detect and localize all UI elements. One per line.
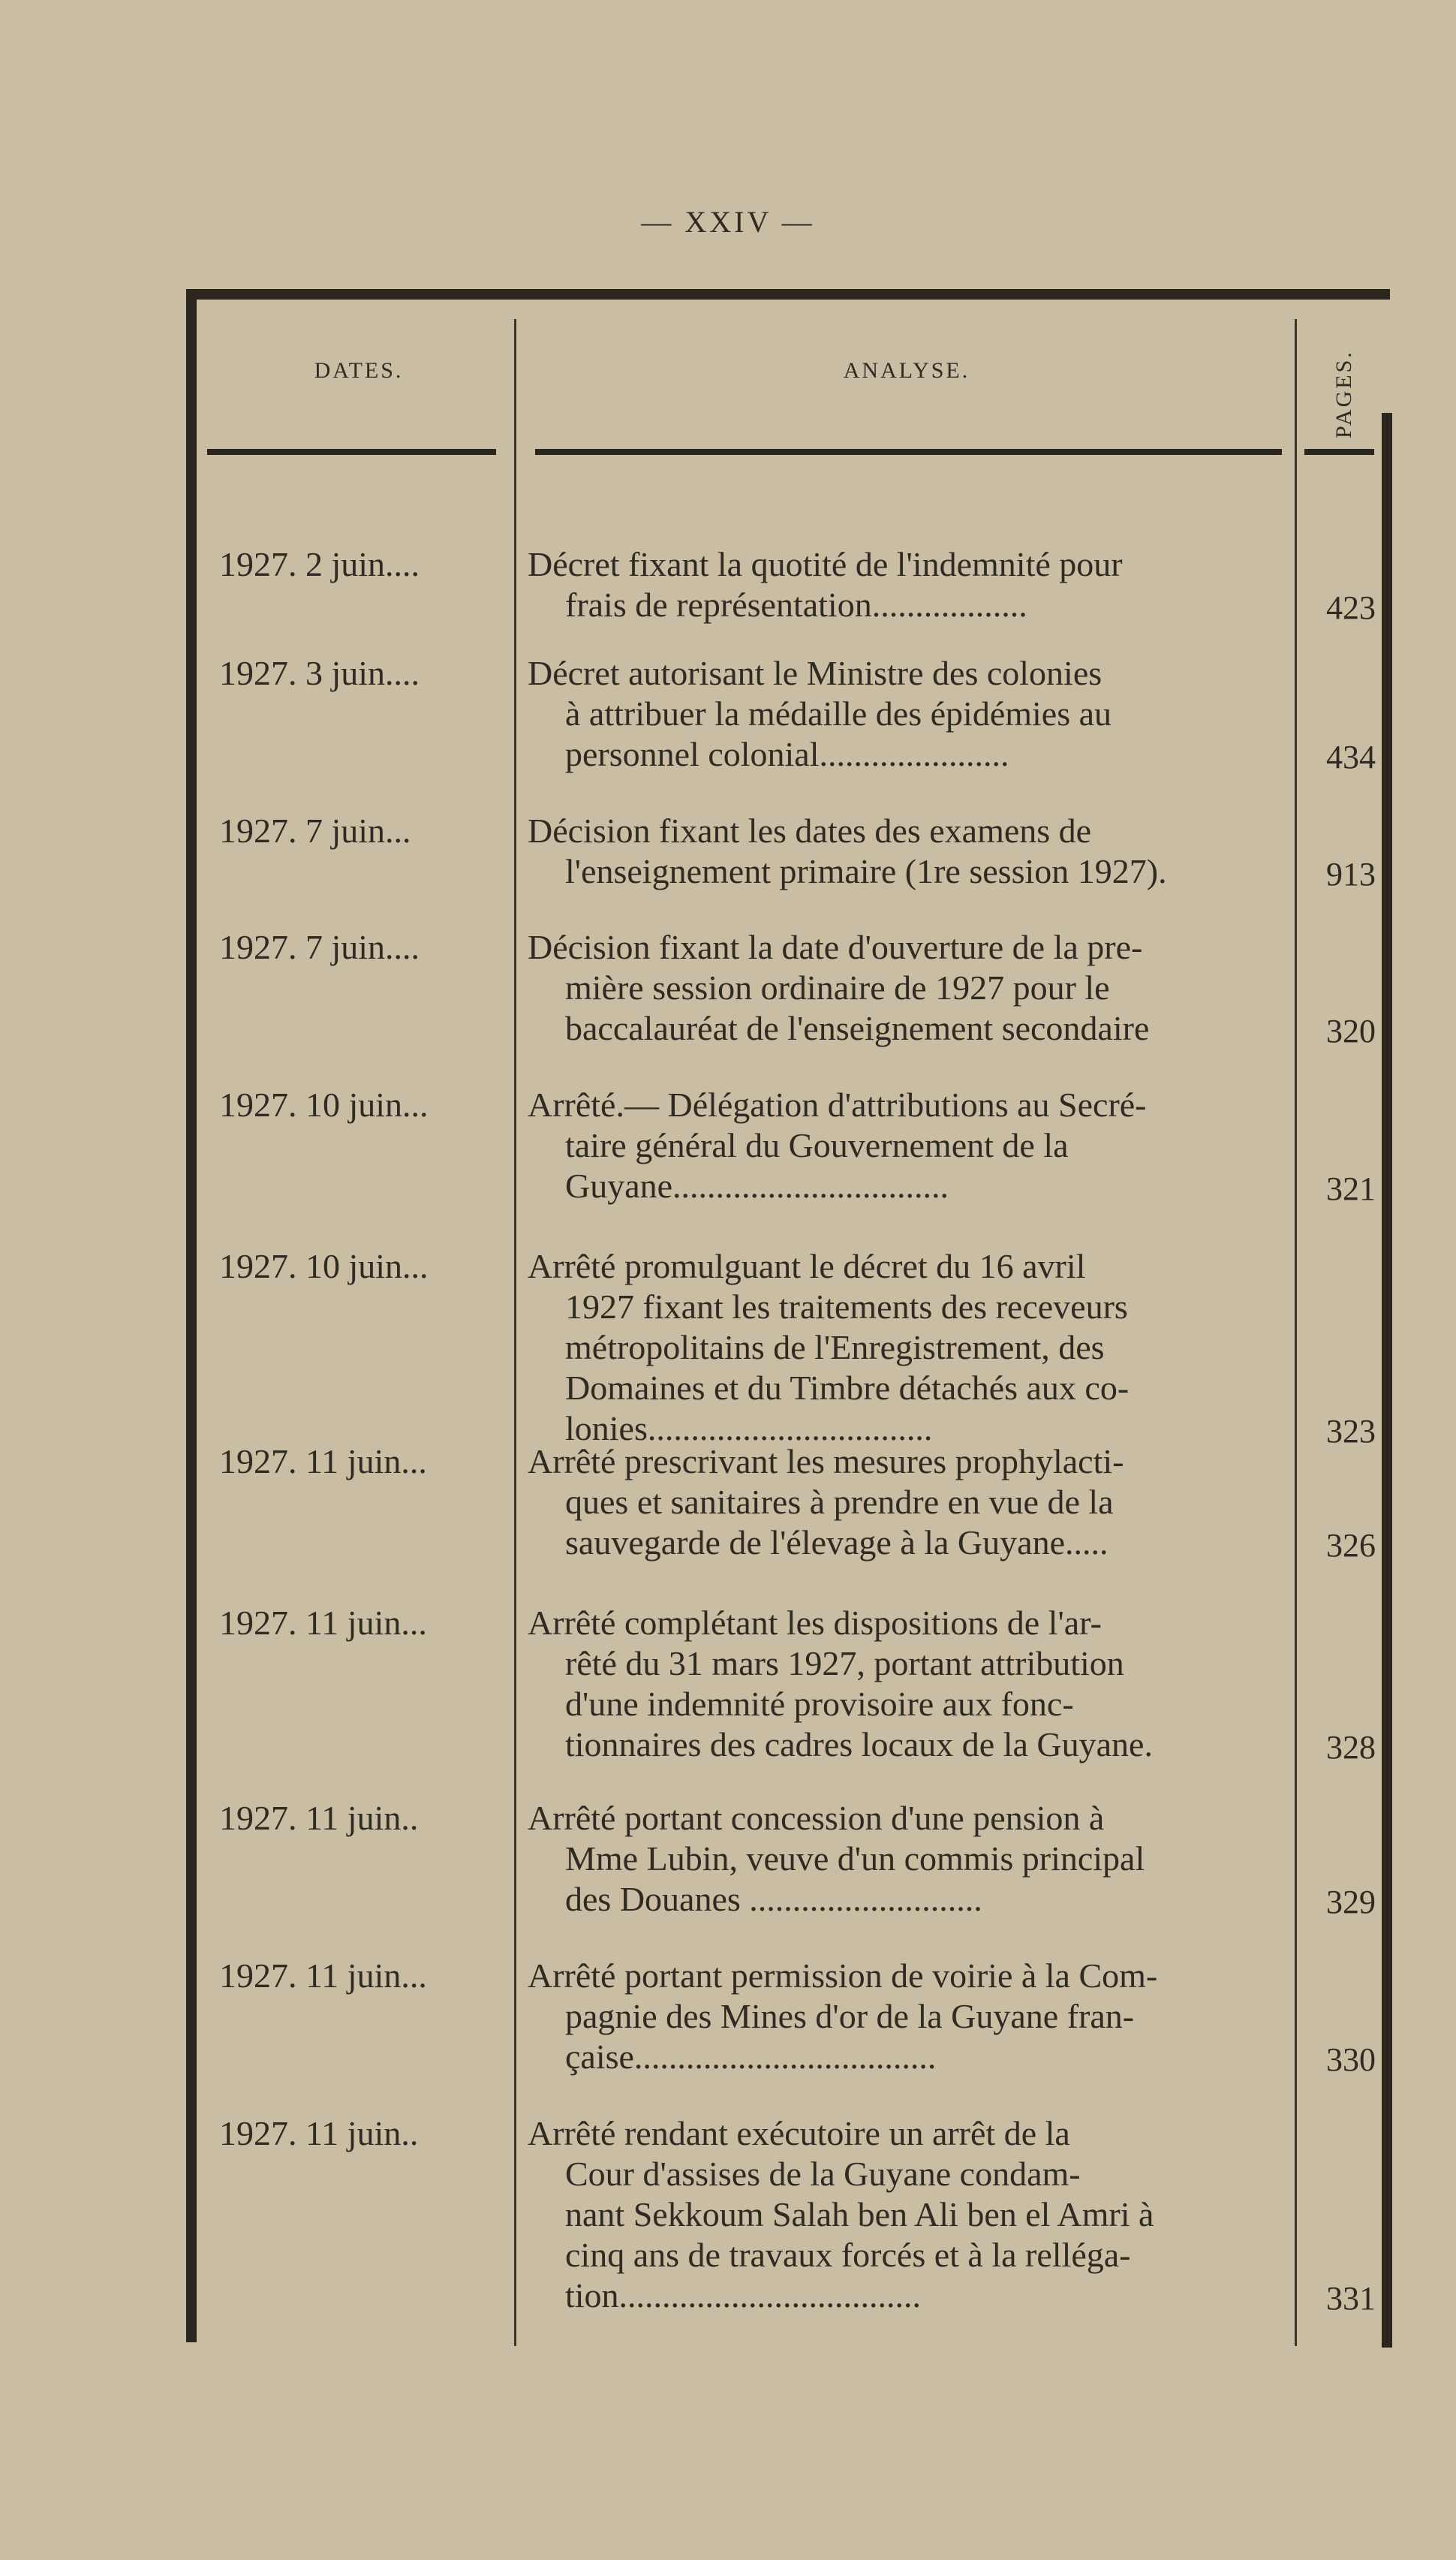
analysis-line: des Douanes ...........................	[565, 1880, 982, 1918]
analysis-line: tion...................................	[565, 2276, 922, 2315]
analysis-line: mière session ordinaire de 1927 pour le	[565, 968, 1110, 1007]
entry-date: 1927. 3 juin....	[219, 654, 420, 692]
entry-page-number: 326	[1326, 1527, 1376, 1564]
entry-page-number: 320	[1326, 1013, 1376, 1050]
analysis-line: Cour d'assises de la Guyane condam-	[565, 2155, 1081, 2193]
analyse-column-header: ANALYSE.	[843, 358, 970, 383]
analysis-line: personnel colonial......................	[565, 735, 1009, 773]
analysis-line: Décret autorisant le Ministre des colonies	[528, 654, 1103, 692]
analysis-line: baccalauréat de l'enseignement secondaire	[565, 1009, 1150, 1047]
entry-date: 1927. 11 juin..	[219, 1799, 419, 1837]
analysis-line: Décret fixant la quotité de l'indemnité pour	[528, 545, 1123, 583]
entry-page-number: 331	[1326, 2280, 1376, 2317]
entry-page-number: 423	[1326, 589, 1376, 626]
right-rule	[1382, 413, 1392, 2348]
entry-date: 1927. 11 juin...	[219, 1442, 427, 1480]
entry-date: 1927. 7 juin...	[219, 812, 411, 850]
analysis-line: Guyane................................	[565, 1167, 949, 1205]
header-rule	[1304, 449, 1374, 455]
analysis-line: ques et sanitaires à prendre en vue de la	[565, 1483, 1114, 1521]
analysis-line: Arrêté portant concession d'une pension à	[528, 1799, 1105, 1837]
entry-analysis	[528, 927, 1289, 1049]
analysis-line: Domaines et du Timbre détachés aux co-	[565, 1369, 1130, 1407]
entry-analysis	[528, 811, 1289, 892]
pages-column-header: PAGES.	[1331, 350, 1356, 438]
analysis-line: cinq ans de travaux forcés et à la relléga-	[565, 2236, 1131, 2274]
analysis-line: Arrêté prescrivant les mesures prophylacti-	[528, 1442, 1124, 1480]
entry-date: 1927. 11 juin..	[219, 2114, 419, 2152]
entry-date: 1927. 10 juin...	[219, 1247, 429, 1285]
entry-analysis	[528, 653, 1289, 775]
analysis-line: Arrêté portant permission de voirie à la Com-	[528, 1956, 1158, 1995]
analysis-line: Mme Lubin, veuve d'un commis principal	[565, 1839, 1145, 1878]
entry-page-number: 330	[1326, 2041, 1376, 2078]
analysis-line: Décision fixant la date d'ouverture de la pre-	[528, 928, 1143, 966]
analysis-line: Arrêté rendant exécutoire un arrêt de la	[528, 2114, 1070, 2152]
analysis-line: d'une indemnité provisoire aux fonc-	[565, 1685, 1074, 1723]
analysis-line: sauvegarde de l'élevage à la Guyane.....	[565, 1523, 1109, 1562]
analysis-line: à attribuer la médaille des épidémies au	[565, 694, 1112, 733]
analysis-line: lonies.................................	[565, 1409, 933, 1447]
entry-analysis	[528, 2113, 1289, 2316]
entry-analysis	[528, 1085, 1289, 1206]
entry-page-number: 321	[1326, 1170, 1376, 1207]
column-divider	[514, 319, 516, 2346]
page-header: — XXIV —	[641, 205, 815, 239]
analysis-line: l'enseignement primaire (1re session 1927).	[565, 852, 1167, 890]
entry-page-number: 434	[1326, 739, 1376, 776]
header-rule	[207, 449, 496, 455]
analysis-line: Décision fixant les dates des examens de	[528, 812, 1092, 850]
entry-date: 1927. 10 juin...	[219, 1086, 429, 1124]
entry-analysis	[528, 544, 1289, 625]
entry-analysis	[528, 1441, 1289, 1563]
analysis-line: taire général du Gouvernement de la	[565, 1126, 1069, 1164]
analysis-line: nant Sekkoum Salah ben Ali ben el Amri à	[565, 2195, 1154, 2233]
analysis-line: çaise...................................	[565, 2037, 937, 2076]
analysis-line: 1927 fixant les traitements des receveurs	[565, 1288, 1128, 1326]
header-rule	[535, 449, 1282, 455]
entry-page-number: 913	[1326, 856, 1376, 893]
analysis-line: frais de représentation..................	[565, 586, 1027, 624]
entry-date: 1927. 11 juin...	[219, 1604, 427, 1642]
analysis-line: rêté du 31 mars 1927, portant attribution	[565, 1644, 1124, 1682]
entry-analysis	[528, 1798, 1289, 1920]
analysis-line: tionnaires des cadres locaux de la Guyane.	[565, 1725, 1153, 1763]
analysis-line: Arrêté.— Délégation d'attributions au Secré-	[528, 1086, 1147, 1124]
entry-date: 1927. 11 juin...	[219, 1956, 427, 1995]
analysis-line: Arrêté promulguant le décret du 16 avril	[528, 1247, 1086, 1285]
analysis-line: Arrêté complétant les dispositions de l'ar-	[528, 1604, 1102, 1642]
top-rule	[186, 289, 1390, 300]
dates-column-header: DATES.	[314, 358, 404, 383]
entry-analysis	[528, 1246, 1289, 1449]
analysis-line: pagnie des Mines d'or de la Guyane fran-	[565, 1997, 1135, 2035]
index-table	[186, 289, 1387, 2348]
entry-date: 1927. 2 juin....	[219, 545, 420, 583]
entry-page-number: 323	[1326, 1413, 1376, 1450]
entry-analysis	[528, 1603, 1289, 1765]
entry-date: 1927. 7 juin....	[219, 928, 420, 966]
entry-analysis	[528, 1956, 1289, 2077]
analysis-line: métropolitains de l'Enregistrement, des	[565, 1328, 1105, 1366]
left-rule	[186, 289, 197, 2342]
entry-page-number: 329	[1326, 1884, 1376, 1920]
entry-page-number: 328	[1326, 1729, 1376, 1766]
